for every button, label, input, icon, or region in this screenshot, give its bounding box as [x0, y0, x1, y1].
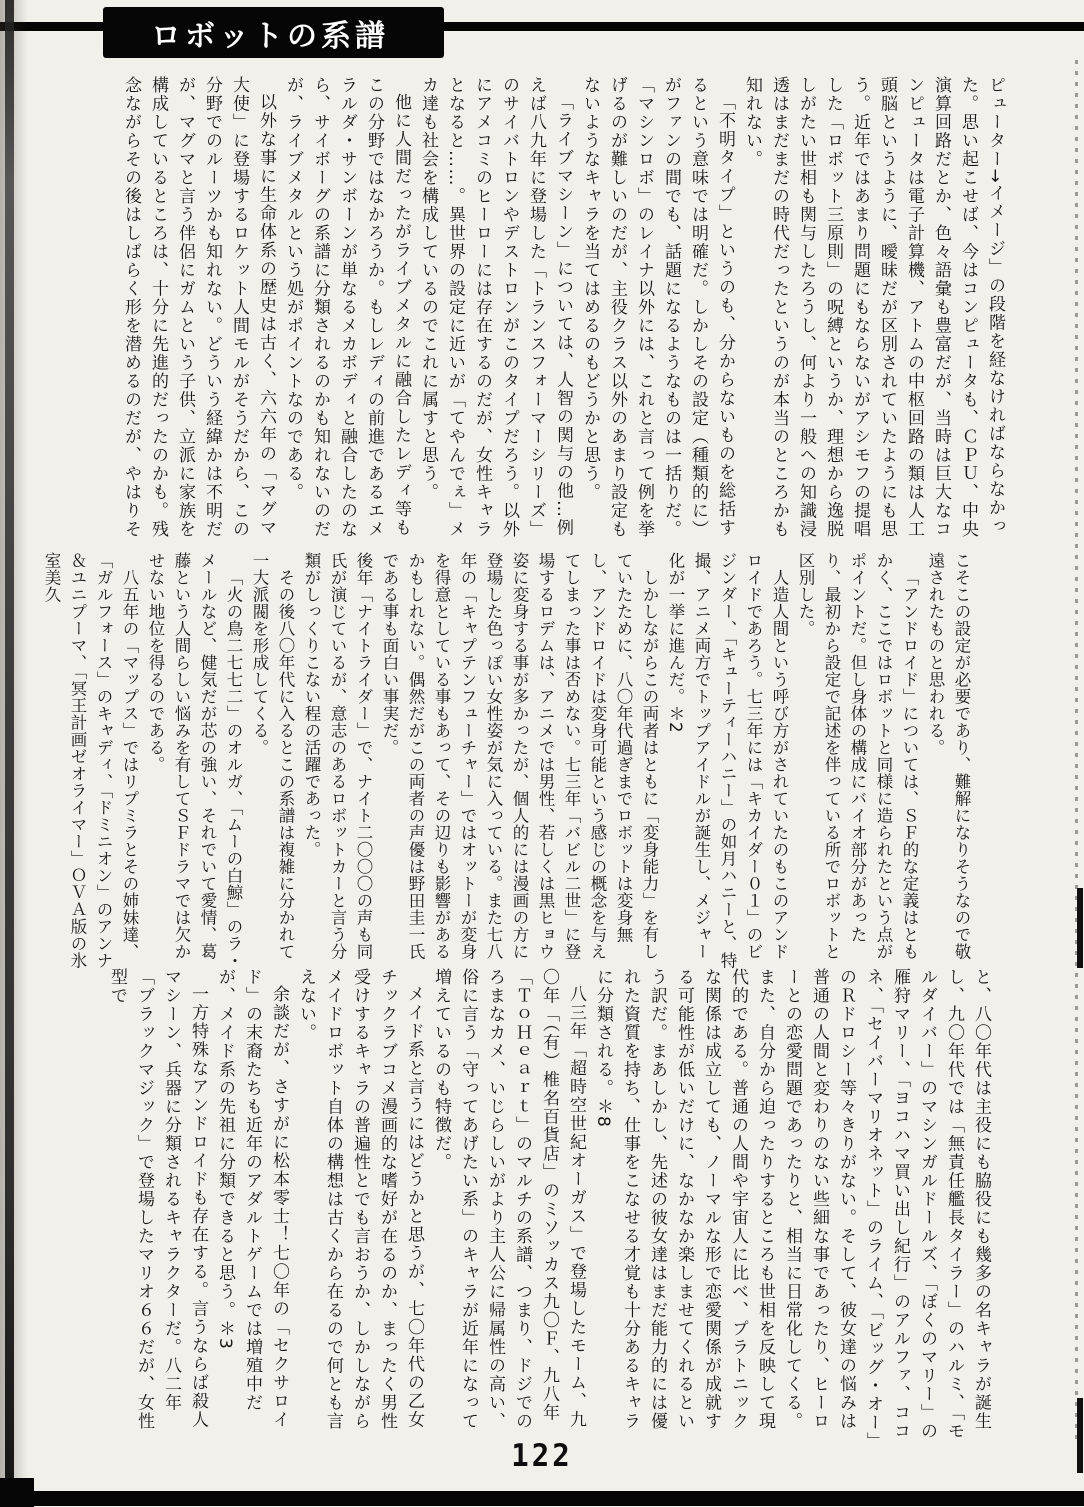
paragraph: 「火の鳥二七七二」のオルガ、「ムーの白鯨」のラ・メールなど、健気だが芯の強い、それでいて愛情、葛藤という人間らしい悩みを有してＳＦドラマでは欠かせない地位を得るのである。 [146, 552, 243, 969]
paragraph: メイド系と言うにはどうかと思うが、七〇年代の乙女チックラブコメ漫画的な嗜好が在るのか、まったく男性受けするキャラの普遍性とでも言おうか、しかしながらメイドロボット自体の構想は古くから在るので何とも言えない。 [296, 968, 424, 1431]
paragraph: 一方特殊なアンドロイドも存在する。言うならば殺人マシーン、兵器に分類されるキャラクターだ。八二年「ブラックマジック」で登場したマリオ６６だが、女性型で [107, 968, 208, 1431]
bottom-rule [10, 1491, 1084, 1506]
right-edge-mark-upper [1077, 888, 1083, 968]
page-title: ロボットの系譜 [151, 18, 389, 54]
paragraph: 八五年の「マップス」ではリプミラとその姉妹達、「ガルフォース」のキャディ、「ドミニオン」のアンナ＆ユニプーマ、「冥王計画ゼオライマー」ＯＶＡ版の氷室美久 [42, 552, 139, 969]
paragraph: しかしながらこの両者はともに「変身能力」を有していたために、八〇年代過ぎまでロボットは変身無し、アンドロイドは変身可能という感じの概念を与えてしまった事は否めない。七三年「バビル二世」に登場するロデムは、アニメでは男性、若しくは黒ヒョウ姿に変身する事が多かったが、個人的には漫画の方に登場した色っぽい女性姿が気に入っている。また七八年の「キャプテンフューチャー」ではオットーが変身を得意としている事もあって、その辺りも影響があるかもしれない。偶然だがこの両者の声優は野田圭一氏である事も面白い事実だ。 [380, 552, 659, 960]
text-band-2 [38, 552, 974, 972]
right-edge-mark-lower [1077, 1398, 1083, 1473]
paragraph: と、八〇年代は主役にも脇役にも幾多の名キャラが誕生し、九〇年代では「無責任艦長タイラー」のハルミ、「モルダイバー」のマシンガルドールズ、「ぼくのマリー」の雁狩マリー、「ヨコハマ買い出し紀行」のアルファ、ココネ、「セイバーマリオネット」のライム、「ビッグ・オー」のＲドロシー等々きりがない。そして、彼女達の悩みは普通の人間と変わりのない些細な事であったり、ヒーローとの恋愛問題であったりと、相当に日常化してくる。また、自分から迫ったりするところも世相を反映して現代的である。普通の人間や宇宙人に比べ、プラトニックな関係は成立しても、ノーマルな形で恋愛関係が成就する可能性が低いだけに、なかなか楽しませてくれるという訳だ。まあしかし、先述の彼女達はまだ能力的には優れた資質を持ち、仕事をこなせる才覚も十分あるキャラに分類される。＊8 [593, 968, 991, 1442]
paragraph: その後八〇年代に入るとこの系譜は複雑に分かれて一大派閥を形成してくる。 [250, 552, 295, 960]
binding-gutter-shadow [5, 0, 14, 1507]
paragraph: 人造人間という呼び方がされていたのもこのアンドロイドであろう。七三年には「キカイダー０１」のビジンダー、「キューティーハニー」の如月ハニーと、特撮、アニメ両方でトップアイドルが誕生し、メジャー化が一挙に進んだ。＊2 [666, 552, 789, 969]
page-number: 122 [511, 1436, 573, 1474]
paragraph: 「アンドロイド」については、ＳＦ的な定義はともかく、ここではロボットと同様に造られたという点がポイントだ。但し身体の構成にバイオ部分があったり、最初から設定で記述を伴っている所でロボットと区別した。 [796, 552, 919, 960]
paragraph: 「不明タイプ」というのも、分からないものを総括するという意味では明確だ。しかしその設定（種類的に）がファンの間でも、話題になるようなものは一括りだ。「マシンロボ」のレイナ以外には、これと言って例を挙げるのが難しいのだが、主役クラス以外のあまり設定もないようなキャラを当てはめるのもどうかと思う。 [580, 76, 735, 539]
paragraph: 他に人間だったがライブメタルに融合したレディ等もこの分野ではなかろうか。もしレディの前進であるエメラルダ・サンボーンが単なるメカボディと融合したのなら、サイボーグの系譜に分類されるのかも知れないのだが、ライブメタルという処がポイントなのである。 [283, 76, 411, 539]
paragraph: 余談だが、さすがに松本零士！七〇年の「セクサロイド」の末裔たちも近年のアダルトゲームでは増殖中だが、メイド系の先祖に分類できると思う。＊3 [215, 968, 289, 1429]
paragraph: 後年「ナイトライダー」で、ナイト二〇〇〇の声も同氏が演じているが、意志のあるロボットカーと言う分類がしっくりこない程の活躍であった。 [302, 552, 373, 960]
text-band-3 [103, 968, 994, 1446]
paragraph: ピューター→イメージ」の段階を経なければならなかった。思い起こせば、今はコンピュータも、ＣＰＵ、中央演算回路だとか、色々語彙も豊富だが、当時は巨大なコンピュータは電子計算機、アトムの中枢回路の類は人工頭脳というように、曖昧だが区別されていたようにも思う。近年ではあまり問題にもならないがアシモフの提唱した「ロボット三原則」の呪縛というか、理想から逸脱しがたい世相も関与したろうし、何より一般への知識浸透はまだまだの時代だったというのが本当のところかも知れない。 [742, 76, 1005, 539]
paragraph: 八三年「超時空世紀オーガス」で登場したモーム、九〇年「（有）椎名百貨店」のミソッカス九〇Ｆ、九八年「ＴｏＨｅａｒｔ」のマルチの系譜、つまり、ドジでのろまなカメ、いじらしいがより主人公に帰属性の高い、俗に言う「守ってあげたい系」のキャラが近年になって増えているのも特徴だ。 [431, 968, 586, 1431]
paragraph: 「ライブマシーン」については、人智の関与の他…例えば八九年に登場した「トランスフォーマーシリーズ」のサイバトロンやデストロンがこのタイプだろう。以外にアメコミのヒーローには存在するのだが、女性キャラとなると……。異世界の設定に近いが「てやんでぇ」メカ達も社会を構成しているのでこれに属すと思う。 [418, 76, 573, 539]
paragraph: 以外な事に生命体系の歴史は古く、六六年の「マグマ大使」に登場するロケット人間モルがそうだから、この分野でのルーツかも知れない。どういう経緯かは不明だが、マグマと言う伴侶にガムという子供、立派に家族を構成しているところは、十分に先進的だったのかも。残念ながらその後はしばらく形を潜めるのだが、やはりそ [121, 76, 276, 539]
header-bar [103, 7, 444, 58]
text-band-1 [117, 76, 1008, 548]
right-edge-perforation-dots [1075, 60, 1078, 1440]
paragraph: こそこの設定が必要であり、難解になりそうなので敬遠されたものと思われる。 [926, 552, 971, 960]
